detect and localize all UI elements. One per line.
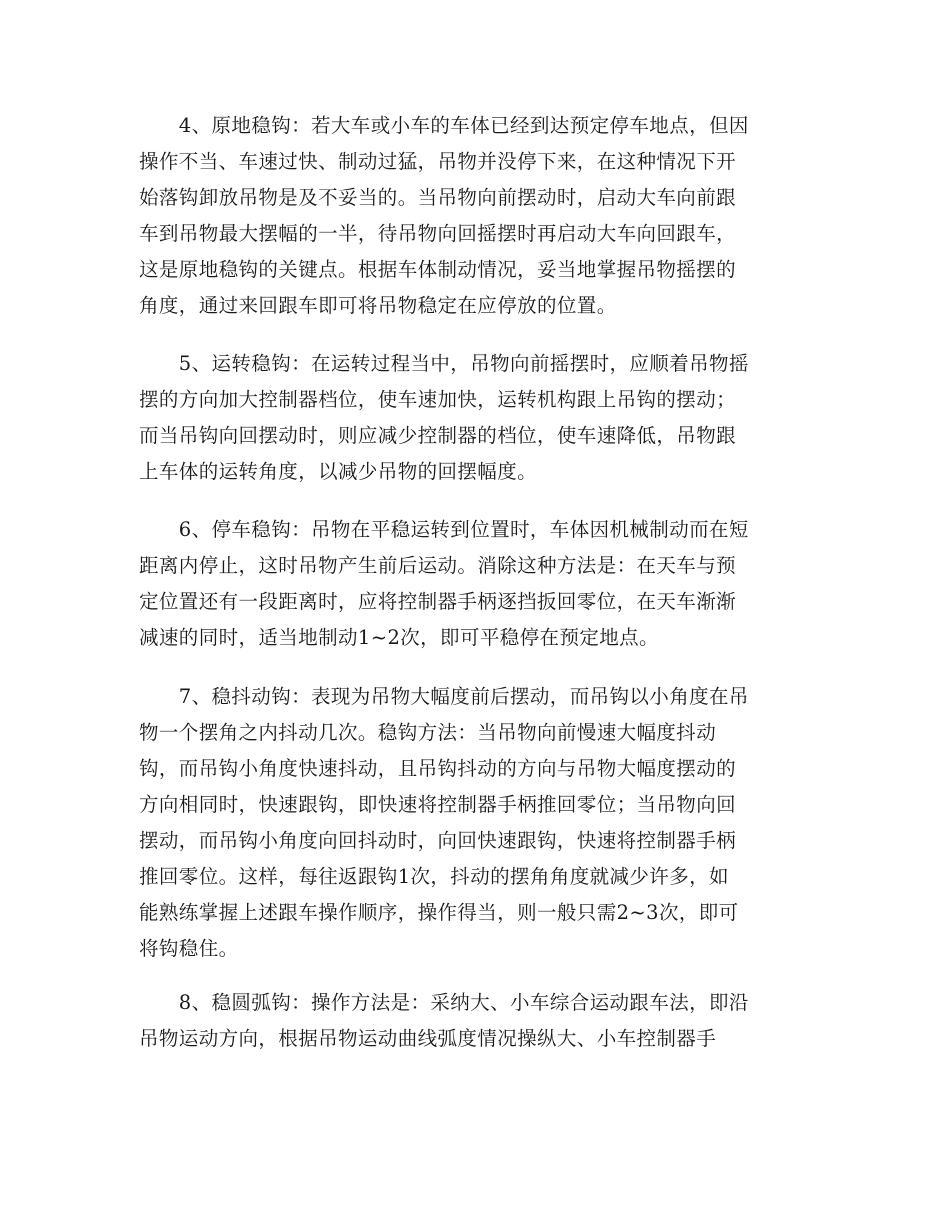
text-line: 5、运转稳钩：在运转过程当中，吊物向前摇摆时，应顺着吊物摇	[139, 352, 749, 375]
text-line: 角度，通过来回跟车即可将吊物稳定在应停放的位置。	[139, 294, 617, 317]
text-line: 摆的方向加大控制器档位，使车速加快，运转机构跟上吊钩的摆动；	[139, 388, 737, 411]
text-line: 钩，而吊钩小角度快速抖动，且吊钩抖动的方向与吊物大幅度摆动的	[139, 757, 737, 780]
paragraph-6	[139, 512, 811, 656]
text-line: 吊物运动方向，根据吊物运动曲线弧度情况操纵大、小车控制器手	[139, 1027, 717, 1050]
text-line: 操作不当、车速过快、制动过猛，吊物并没停下来，在这种情况下开	[139, 150, 737, 173]
text-line: 能熟练掌握上述跟车操作顺序，操作得当，则一般只需2~3次，即可	[139, 901, 739, 924]
text-line: 距离内停止，这时吊物产生前后运动。消除这种方法是：在天车与预	[139, 554, 737, 577]
text-line: 7、稳抖动钩：表现为吊物大幅度前后摆动，而吊钩以小角度在吊	[139, 685, 749, 708]
paragraph-7	[139, 679, 811, 967]
paragraph-4	[139, 108, 811, 324]
text-line: 这是原地稳钩的关键点。根据车体制动情况，妥当地掌握吊物摇摆的	[139, 258, 737, 281]
text-line: 始落钩卸放吊物是及不妥当的。当吊物向前摆动时，启动大车向前跟	[139, 186, 737, 209]
text-line: 8、稳圆弧钩：操作方法是：采纳大、小车综合运动跟车法，即沿	[139, 991, 749, 1014]
text-line: 车到吊物最大摆幅的一半，待吊物向回摇摆时再启动大车向回跟车，	[139, 222, 737, 245]
text-line: 物一个摆角之内抖动几次。稳钩方法：当吊物向前慢速大幅度抖动	[139, 721, 717, 744]
text-line: 上车体的运转角度，以减少吊物的回摆幅度。	[139, 460, 538, 483]
text-line: 方向相同时，快速跟钩，即快速将控制器手柄推回零位；当吊物向回	[139, 793, 737, 816]
paragraph-5	[139, 346, 811, 490]
text-line: 推回零位。这样，每往返跟钩1次，抖动的摆角角度就减少许多，如	[139, 865, 729, 888]
text-line: 而当吊钩向回摆动时，则应减少控制器的档位，使车速降低，吊物跟	[139, 424, 737, 447]
paragraph-8	[139, 985, 811, 1057]
text-line: 减速的同时，适当地制动1~2次，即可平稳停在预定地点。	[139, 626, 659, 649]
text-line: 摆动，而吊钩小角度向回抖动时，向回快速跟钩，快速将控制器手柄	[139, 829, 737, 852]
text-line: 定位置还有一段距离时，应将控制器手柄逐挡扳回零位，在天车渐渐	[139, 590, 737, 613]
text-line: 4、原地稳钩：若大车或小车的车体已经到达预定停车地点，但因	[139, 114, 749, 137]
text-line: 6、停车稳钩：吊物在平稳运转到位置时，车体因机械制动而在短	[139, 518, 749, 541]
text-line: 将钩稳住。	[139, 937, 239, 960]
